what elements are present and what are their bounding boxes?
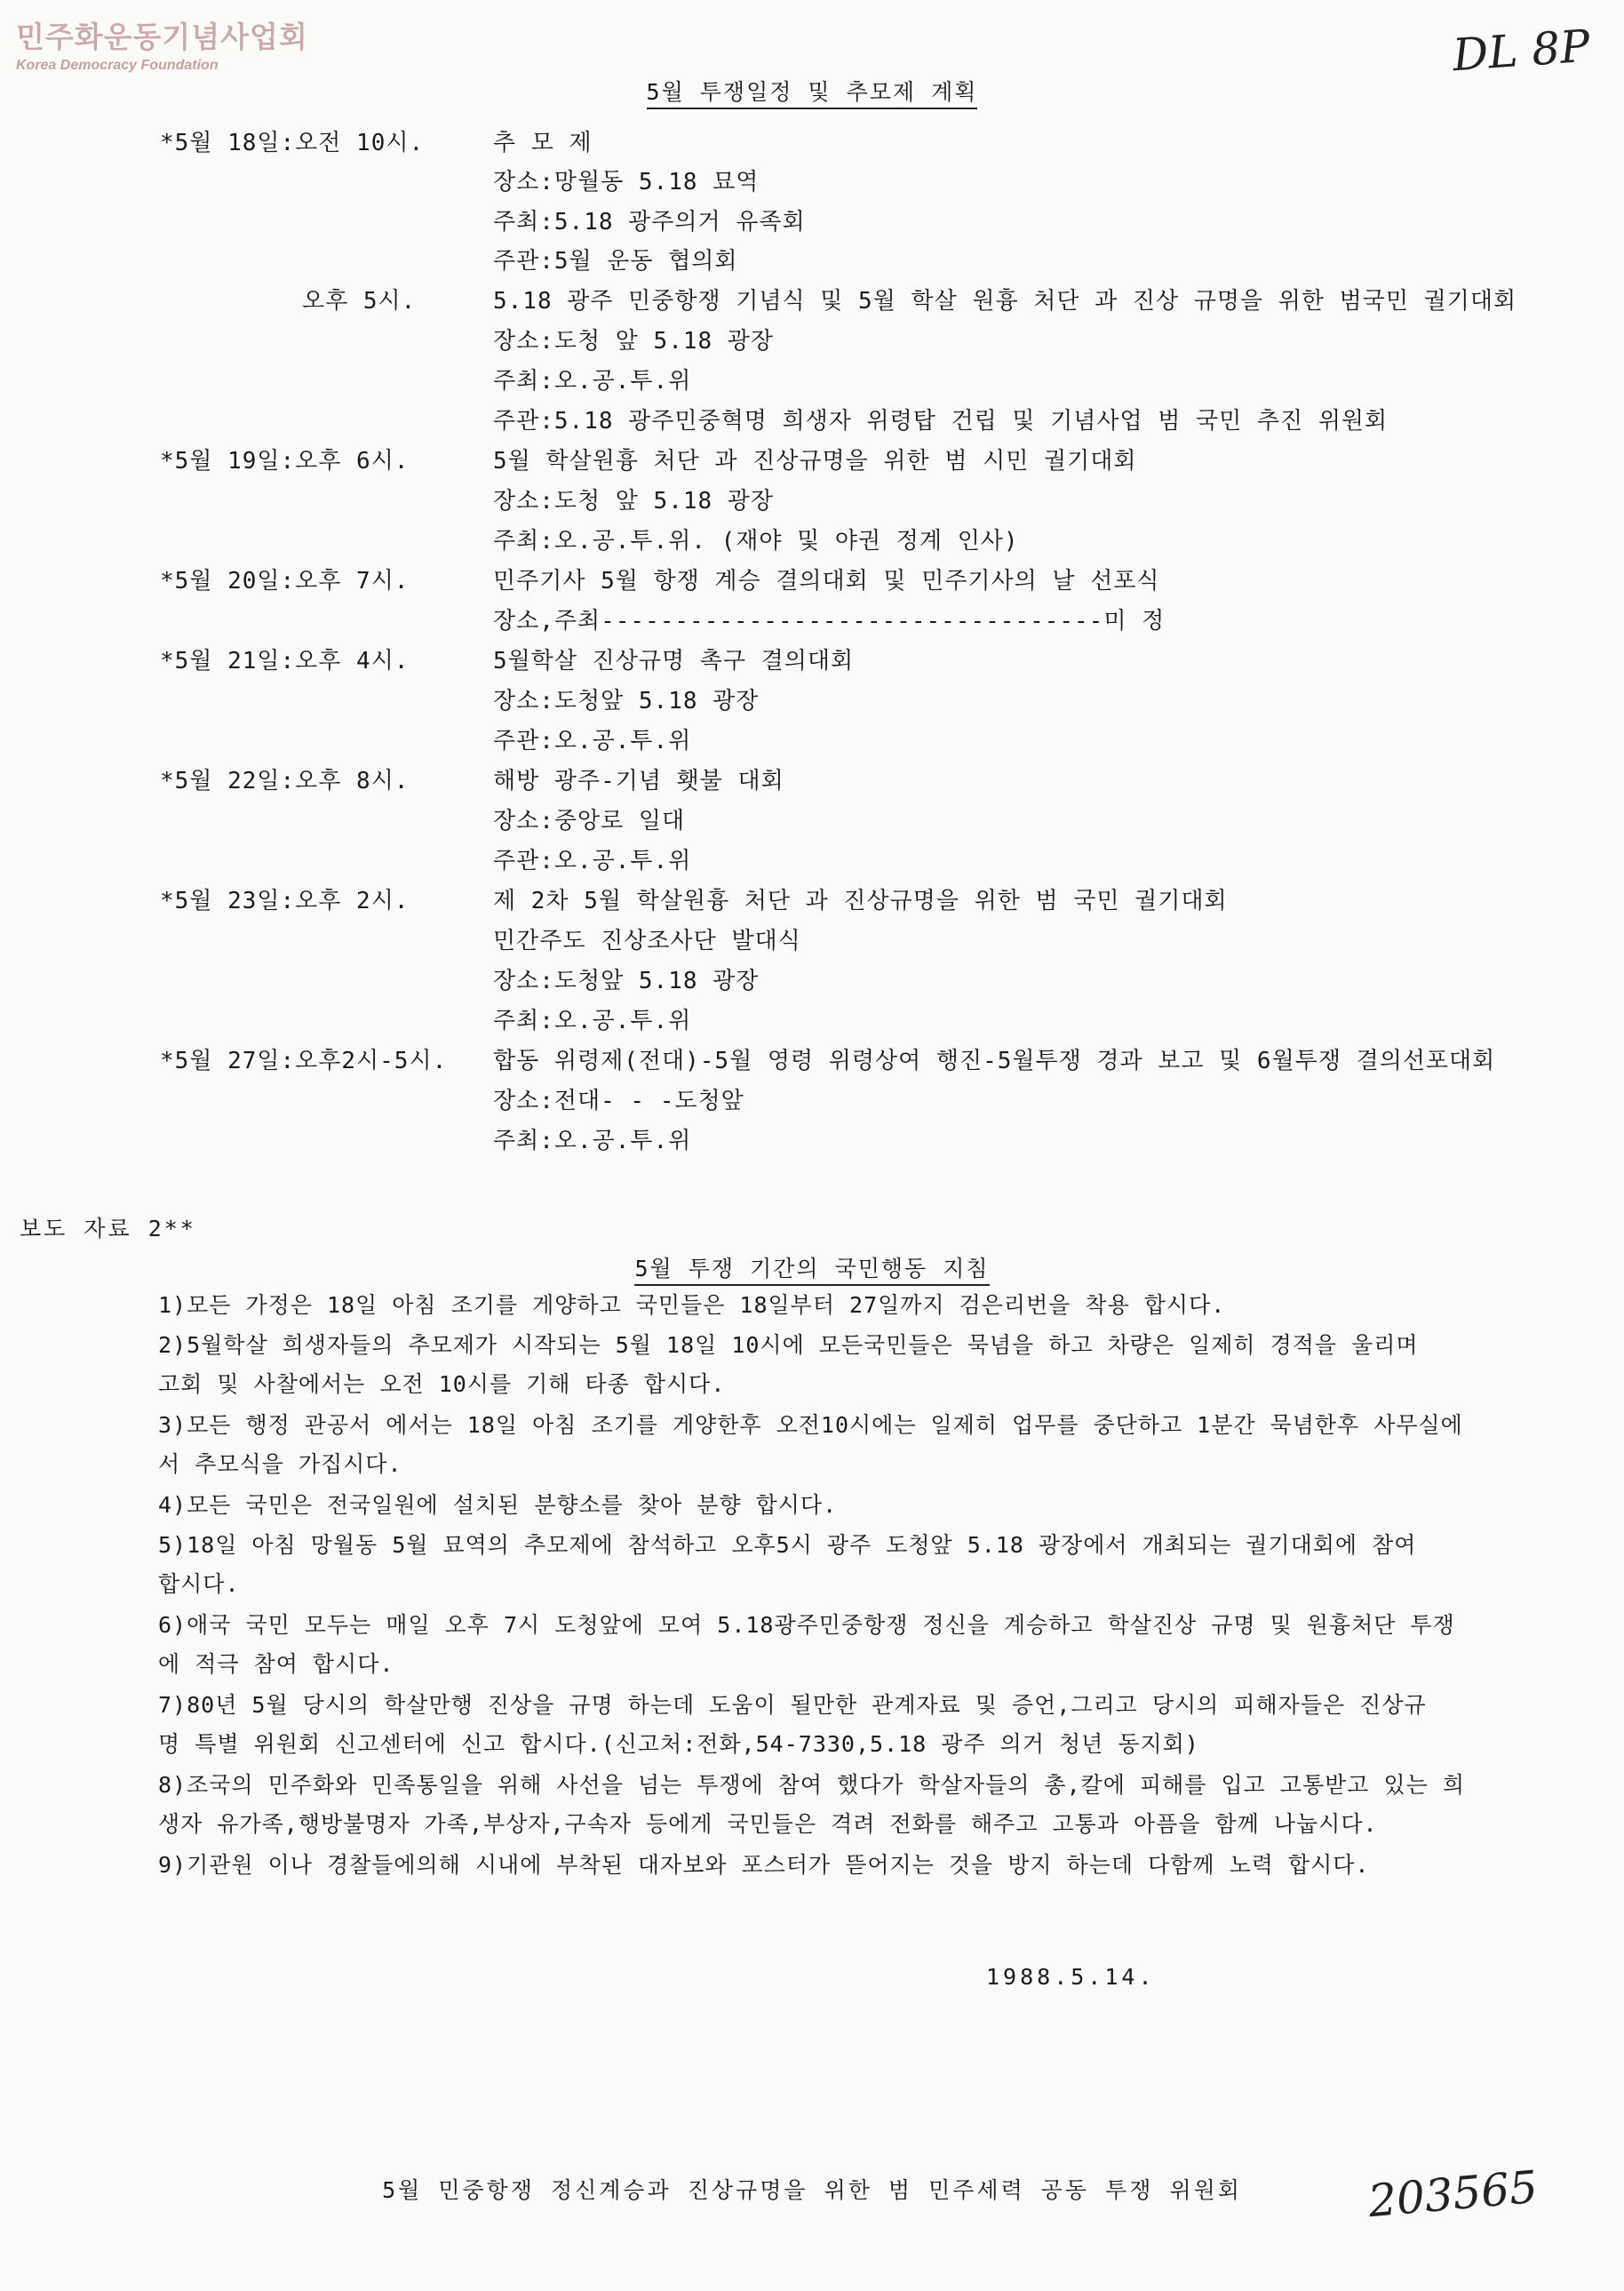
guideline-item: 7)80년 5월 당시의 학살만행 진상을 규명 하는데 도움이 될만한 관계자료 및 증언,그리고 당시의 피해자들은 진상규 명 특별 위원회 신고센터에 신고 합시다.(신고처:전화,54-7330,5.18 광주 의거 청년 동지회) <box>158 1692 1427 1757</box>
schedule-text: 5월학살 진상규명 촉구 결의대회 <box>493 648 855 675</box>
schedule-text: 장소:도청 앞 5.18 광장 <box>493 328 775 355</box>
schedule-time: *5월 27일:오후2시-5시. <box>160 1048 448 1074</box>
schedule-text: 해방 광주-기념 횃불 대회 <box>493 768 784 794</box>
schedule-time: *5월 18일:오전 10시. <box>160 130 425 156</box>
schedule-time: *5월 19일:오후 6시. <box>160 448 410 475</box>
schedule-text: 추 모 제 <box>493 130 593 156</box>
schedule-text: 주관:오.공.투.위 <box>493 728 692 754</box>
schedule-time: *5월 22일:오후 8시. <box>160 768 410 794</box>
watermark <box>16 14 308 74</box>
guideline-item: 8)조국의 민주화와 민족통일을 위해 사선을 넘는 투쟁에 참여 했다가 학살자들의 총,칼에 피해를 입고 고통받고 있는 희 생자 유가족,행방불명자 가족,부상자,구속자 등에게 국민들은 격려 전화를 해주고 고통과 아픔을 함께 나눕시다. <box>158 1772 1465 1837</box>
schedule-time: *5월 20일:오후 7시. <box>160 568 410 595</box>
schedule-text: 장소,주최----------------------------------미 정 <box>493 608 1166 635</box>
guideline-item: 9)기관원 이나 경찰들에의해 시내에 부착된 대자보와 포스터가 뜯어지는 것을 방지 하는데 다함께 노력 합시다. <box>158 1852 1370 1878</box>
press-label: 보도 자료 2** <box>20 1216 196 1241</box>
schedule-text: 주최:오.공.투.위. (재야 및 야권 정계 인사) <box>493 528 1019 555</box>
guideline-item: 6)애국 국민 모두는 매일 오후 7시 도청앞에 모여 5.18광주민중항쟁 정신을 계승하고 학살진상 규명 및 원흉처단 투쟁 에 적극 참여 합시다. <box>158 1612 1455 1677</box>
schedule-text: 장소:도청앞 5.18 광장 <box>493 688 760 714</box>
schedule-text: 장소:전대- - -도청앞 <box>493 1088 744 1114</box>
handwritten-note-top: DL 8P <box>1451 20 1592 82</box>
schedule-text: 주최:5.18 광주의거 유족회 <box>493 209 806 235</box>
guideline-item: 3)모든 행정 관공서 에서는 18일 아침 조기를 게양한후 오전10시에는 일제히 업무를 중단하고 1분간 묵념한후 사무실에 서 추모식을 가집시다. <box>158 1412 1463 1477</box>
schedule-text: 주최:오.공.투.위 <box>493 1128 692 1154</box>
schedule-text: 민간주도 진상조사단 발대식 <box>493 928 801 954</box>
schedule-text: 합동 위령제(전대)-5월 영령 위령상여 행진-5월투쟁 경과 보고 및 6월투쟁 결의선포대회 <box>493 1048 1496 1074</box>
guideline-item: 2)5월학살 희생자들의 추모제가 시작되는 5월 18일 10시에 모든국민들은 묵념을 하고 차량은 일제히 경적을 울리며 고회 및 사찰에서는 오전 10시를 기해 타종 합시다. <box>158 1332 1419 1397</box>
guideline-item: 4)모든 국민은 전국일원에 설치된 분향소를 찾아 분향 합시다. <box>158 1492 838 1518</box>
schedule-text: 제 2차 5월 학살원흉 처단 과 진상규명을 위한 범 국민 궐기대회 <box>493 888 1228 914</box>
schedule-text: 5.18 광주 민중항쟁 기념식 및 5월 학살 원흉 처단 과 진상 규명을 위한 범국민 궐기대회 <box>493 288 1517 315</box>
watermark-english: Korea Democracy Foundation <box>16 58 219 73</box>
schedule-text: 장소:중앙로 일대 <box>493 808 686 834</box>
schedule-text: 민주기사 5월 항쟁 계승 결의대회 및 민주기사의 날 선포식 <box>493 568 1160 595</box>
schedule-text: 주관:오.공.투.위 <box>493 848 692 874</box>
schedule-text: 장소:도청 앞 5.18 광장 <box>493 488 775 515</box>
document-date: 1988.5.14. <box>986 1964 1156 1990</box>
schedule-text: 주최:오.공.투.위 <box>493 368 692 395</box>
schedule-time: 오후 5시. <box>302 288 417 315</box>
watermark-korean: 민주화운동기념사업회 <box>16 20 308 54</box>
schedule-text: 주관:5월 운동 협의회 <box>493 248 738 275</box>
handwritten-number: 203565 <box>1365 2160 1540 2228</box>
guideline-item: 1)모든 가정은 18일 아침 조기를 게양하고 국민들은 18일부터 27일까지 검은리번을 착용 합시다. <box>158 1292 1226 1318</box>
schedule-time: *5월 23일:오후 2시. <box>160 888 410 914</box>
guideline-item: 5)18일 아침 망월동 5월 묘역의 추모제에 참석하고 오후5시 광주 도청앞 5.18 광장에서 개최되는 궐기대회에 참여 합시다. <box>158 1532 1417 1597</box>
schedule-text: 장소:도청앞 5.18 광장 <box>493 968 760 994</box>
schedule-title: 5월 투쟁일정 및 추모제 계획 <box>0 75 1624 107</box>
schedule-time: *5월 21일:오후 4시. <box>160 648 410 675</box>
schedule-text: 주최:오.공.투.위 <box>493 1008 692 1034</box>
schedule-text: 장소:망월동 5.18 묘역 <box>493 169 760 196</box>
press-title: 5월 투쟁 기간의 국민행동 지침 <box>0 1251 1624 1283</box>
schedule-text: 주관:5.18 광주민중혁명 희생자 위령탑 건립 및 기념사업 범 국민 추진 위원회 <box>493 408 1389 435</box>
footer-organization: 5월 민중항쟁 정신계승과 진상규명을 위한 범 민주세력 공동 투쟁 위원회 <box>382 2177 1242 2203</box>
schedule-text: 5월 학살원흉 처단 과 진상규명을 위한 범 시민 궐기대회 <box>493 448 1137 475</box>
